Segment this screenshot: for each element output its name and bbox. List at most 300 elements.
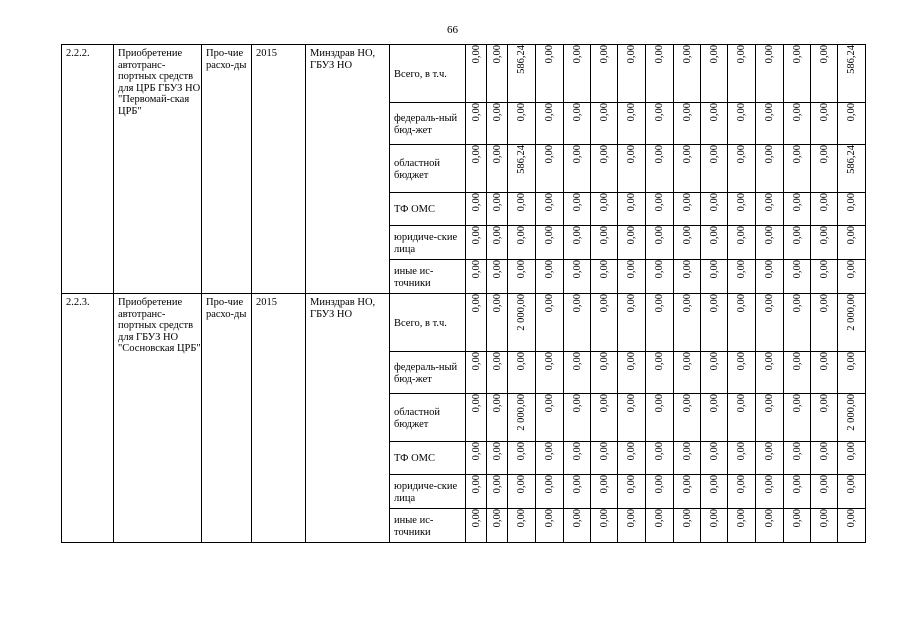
cell-value: 0,00 [736,475,747,494]
cell-value: 0,00 [708,509,720,528]
value-cell [784,260,811,294]
cell-value: 0,00 [598,442,610,461]
cell-value: 0,00 [654,103,665,122]
cell-value: 0,00 [516,442,527,461]
value-cell [701,145,728,193]
value-cell [838,442,866,475]
cell-value: 0,00 [491,103,503,122]
cell-value: 0,00 [544,260,555,279]
value-cell [646,145,674,193]
cell-value: 0,00 [598,45,610,64]
value-cell [838,509,866,543]
cell-value: 0,00 [626,352,637,371]
cell-value: 0,00 [708,442,720,461]
cell-value: 0,00 [708,294,720,313]
value-cell [508,226,536,260]
value-cell [466,193,487,226]
value-cell [618,475,646,509]
value-cell [728,260,756,294]
value-cell [466,475,487,509]
cell-value: 0,00 [516,509,527,528]
value-cell [838,103,866,145]
value-cell [756,145,784,193]
funding-source: областной бюджет [390,145,466,193]
value-cell [487,103,508,145]
value-cell [728,193,756,226]
section-name: Приобретение автотранс-портных средств для ГБУЗ НО "Сосновская ЦРБ" [114,294,202,543]
value-cell [728,103,756,145]
section-year: 2015 [252,294,306,543]
cell-value: 0,00 [470,260,482,279]
value-cell [838,294,866,352]
cell-value: 0,00 [598,226,610,245]
cell-value: 0,00 [626,193,637,212]
cell-value: 0,00 [598,103,610,122]
value-cell [536,45,564,103]
value-cell [508,475,536,509]
funding-source: областной бюджет [390,394,466,442]
cell-value: 0,00 [516,352,527,371]
value-cell [756,45,784,103]
value-cell [536,294,564,352]
cell-value: 0,00 [818,294,830,313]
value-cell [591,352,618,394]
value-cell [618,193,646,226]
value-cell [536,226,564,260]
value-cell [618,226,646,260]
value-cell [466,294,487,352]
value-cell [466,394,487,442]
value-cell [811,103,838,145]
cell-value: 0,00 [491,260,503,279]
value-cell [487,226,508,260]
funding-source: федераль-ный бюд-жет [390,103,466,145]
value-cell [756,294,784,352]
cell-value: 0,00 [491,45,503,64]
value-cell [536,193,564,226]
cell-value: 0,00 [791,352,803,371]
cell-value: 0,00 [846,103,857,122]
cell-value: 0,00 [654,145,665,164]
cell-value: 0,00 [571,509,583,528]
value-cell [508,145,536,193]
value-cell [674,103,701,145]
value-cell [466,509,487,543]
value-cell [784,442,811,475]
cell-value: 0,00 [544,442,555,461]
value-cell [536,394,564,442]
cell-value: 0,00 [571,103,583,122]
cell-value: 2 000,00 [516,294,527,331]
cell-value: 2 000,00 [516,394,527,431]
cell-value: 0,00 [626,45,637,64]
cell-value: 0,00 [764,260,775,279]
value-cell [591,226,618,260]
value-cell [618,294,646,352]
value-cell [508,193,536,226]
value-cell [564,475,591,509]
value-cell [508,352,536,394]
cell-value: 0,00 [598,145,610,164]
value-cell [591,260,618,294]
value-cell [728,45,756,103]
value-cell [466,442,487,475]
cell-value: 0,00 [681,475,693,494]
cell-value: 0,00 [516,475,527,494]
value-cell [618,509,646,543]
value-cell [536,103,564,145]
cell-value: 0,00 [654,394,665,413]
value-cell [536,442,564,475]
value-cell [646,45,674,103]
cell-value: 0,00 [846,352,857,371]
cell-value: 0,00 [516,260,527,279]
value-cell [728,509,756,543]
cell-value: 0,00 [544,509,555,528]
cell-value: 0,00 [764,475,775,494]
value-cell [564,260,591,294]
cell-value: 0,00 [598,352,610,371]
cell-value: 0,00 [470,193,482,212]
value-cell [838,394,866,442]
cell-value: 0,00 [544,103,555,122]
cell-value: 586,24 [516,45,527,74]
value-cell [591,442,618,475]
cell-value: 0,00 [681,103,693,122]
cell-value: 0,00 [791,193,803,212]
cell-value: 0,00 [544,294,555,313]
cell-value: 0,00 [571,394,583,413]
cell-value: 0,00 [571,226,583,245]
value-cell [756,103,784,145]
value-cell [674,442,701,475]
funding-source: Всего, в т.ч. [390,45,466,103]
cell-value: 0,00 [736,193,747,212]
cell-value: 0,00 [626,103,637,122]
value-cell [674,260,701,294]
table-row [62,45,866,103]
cell-value: 0,00 [491,394,503,413]
value-cell [811,352,838,394]
cell-value: 0,00 [764,226,775,245]
value-cell [701,394,728,442]
value-cell [564,103,591,145]
funding-source: ТФ ОМС [390,442,466,475]
cell-value: 0,00 [764,352,775,371]
funding-source: юридиче-ские лица [390,226,466,260]
value-cell [564,193,591,226]
cell-value: 0,00 [791,226,803,245]
cell-value: 0,00 [736,394,747,413]
expense-category: Про-чие расхо-ды [202,45,252,294]
value-cell [591,475,618,509]
value-cell [591,103,618,145]
cell-value: 586,24 [516,145,527,174]
cell-value: 0,00 [764,394,775,413]
cell-value: 0,00 [491,193,503,212]
section-code: 2.2.3. [62,294,114,543]
value-cell [487,394,508,442]
value-cell [701,442,728,475]
cell-value: 0,00 [598,394,610,413]
value-cell [591,45,618,103]
value-cell [756,260,784,294]
cell-value: 0,00 [764,294,775,313]
value-cell [487,45,508,103]
cell-value: 0,00 [791,442,803,461]
cell-value: 0,00 [681,352,693,371]
value-cell [674,509,701,543]
cell-value: 0,00 [470,103,482,122]
value-cell [487,509,508,543]
value-cell [618,394,646,442]
cell-value: 0,00 [516,193,527,212]
cell-value: 0,00 [626,442,637,461]
value-cell [674,145,701,193]
cell-value: 0,00 [654,260,665,279]
cell-value: 0,00 [544,352,555,371]
value-cell [466,103,487,145]
cell-value: 0,00 [791,294,803,313]
cell-value: 0,00 [571,45,583,64]
value-cell [728,145,756,193]
cell-value: 0,00 [764,193,775,212]
cell-value: 0,00 [818,145,830,164]
value-cell [466,45,487,103]
value-cell [618,260,646,294]
cell-value: 0,00 [654,442,665,461]
cell-value: 0,00 [818,193,830,212]
cell-value: 0,00 [544,394,555,413]
value-cell [756,475,784,509]
value-cell [701,45,728,103]
cell-value: 0,00 [846,475,857,494]
funding-source: Всего, в т.ч. [390,294,466,352]
cell-value: 0,00 [516,226,527,245]
funding-source: федераль-ный бюд-жет [390,352,466,394]
value-cell [728,294,756,352]
value-cell [728,394,756,442]
value-cell [728,475,756,509]
value-cell [618,442,646,475]
value-cell [756,509,784,543]
cell-value: 0,00 [764,103,775,122]
cell-value: 0,00 [791,394,803,413]
cell-value: 0,00 [470,509,482,528]
cell-value: 0,00 [626,394,637,413]
funding-source: иные ис-точники [390,260,466,294]
value-cell [466,145,487,193]
cell-value: 0,00 [491,294,503,313]
cell-value: 0,00 [491,145,503,164]
value-cell [811,226,838,260]
cell-value: 0,00 [791,260,803,279]
section-year: 2015 [252,45,306,294]
cell-value: 0,00 [681,260,693,279]
value-cell [701,509,728,543]
cell-value: 0,00 [708,45,720,64]
cell-value: 0,00 [571,145,583,164]
cell-value: 0,00 [708,226,720,245]
cell-value: 0,00 [598,294,610,313]
cell-value: 0,00 [654,352,665,371]
value-cell [591,509,618,543]
cell-value: 0,00 [544,45,555,64]
cell-value: 0,00 [470,45,482,64]
value-cell [508,260,536,294]
value-cell [728,226,756,260]
value-cell [838,145,866,193]
cell-value: 0,00 [470,294,482,313]
cell-value: 0,00 [818,352,830,371]
cell-value: 0,00 [681,193,693,212]
funding-source: ТФ ОМС [390,193,466,226]
value-cell [701,193,728,226]
cell-value: 0,00 [708,103,720,122]
value-cell [756,442,784,475]
value-cell [508,103,536,145]
cell-value: 0,00 [846,509,857,528]
value-cell [466,226,487,260]
value-cell [536,475,564,509]
value-cell [701,475,728,509]
cell-value: 0,00 [708,260,720,279]
value-cell [674,475,701,509]
cell-value: 0,00 [791,475,803,494]
cell-value: 0,00 [791,103,803,122]
cell-value: 0,00 [846,193,857,212]
cell-value: 0,00 [491,442,503,461]
section-name: Приобретение автотранс-портных средств для ЦРБ ГБУЗ НО "Первомай-ская ЦРБ" [114,45,202,294]
cell-value: 0,00 [708,475,720,494]
section-executor: Минздрав НО, ГБУЗ НО [306,294,390,543]
cell-value: 0,00 [736,260,747,279]
cell-value: 0,00 [846,260,857,279]
value-cell [811,193,838,226]
value-cell [508,45,536,103]
value-cell [466,260,487,294]
value-cell [564,509,591,543]
cell-value: 0,00 [516,103,527,122]
cell-value: 0,00 [470,226,482,245]
value-cell [674,45,701,103]
cell-value: 0,00 [818,226,830,245]
value-cell [646,509,674,543]
cell-value: 0,00 [571,260,583,279]
cell-value: 0,00 [681,294,693,313]
cell-value: 0,00 [571,442,583,461]
value-cell [784,294,811,352]
cell-value: 586,24 [846,145,857,174]
cell-value: 586,24 [846,45,857,74]
cell-value: 0,00 [544,226,555,245]
cell-value: 0,00 [470,442,482,461]
value-cell [536,145,564,193]
value-cell [784,103,811,145]
value-cell [564,226,591,260]
cell-value: 0,00 [491,352,503,371]
value-cell [536,509,564,543]
value-cell [811,394,838,442]
value-cell [646,394,674,442]
cell-value: 0,00 [626,509,637,528]
value-cell [756,193,784,226]
cell-value: 0,00 [491,509,503,528]
cell-value: 0,00 [491,226,503,245]
cell-value: 0,00 [654,509,665,528]
value-cell [591,394,618,442]
cell-value: 0,00 [654,45,665,64]
cell-value: 0,00 [598,260,610,279]
value-cell [784,45,811,103]
value-cell [564,394,591,442]
value-cell [838,193,866,226]
value-cell [811,294,838,352]
value-cell [784,475,811,509]
cell-value: 0,00 [764,145,775,164]
value-cell [487,193,508,226]
cell-value: 0,00 [654,193,665,212]
cell-value: 0,00 [626,226,637,245]
cell-value: 0,00 [708,145,720,164]
value-cell [674,193,701,226]
page-number: 66 [447,24,458,36]
value-cell [701,294,728,352]
cell-value: 0,00 [654,475,665,494]
value-cell [811,45,838,103]
value-cell [784,226,811,260]
cell-value: 0,00 [708,394,720,413]
value-cell [536,260,564,294]
section-code: 2.2.2. [62,45,114,294]
cell-value: 0,00 [846,442,857,461]
value-cell [591,294,618,352]
cell-value: 0,00 [818,442,830,461]
cell-value: 0,00 [626,260,637,279]
cell-value: 0,00 [681,226,693,245]
value-cell [756,394,784,442]
value-cell [618,352,646,394]
value-cell [508,442,536,475]
cell-value: 0,00 [736,145,747,164]
value-cell [784,145,811,193]
cell-value: 0,00 [470,394,482,413]
value-cell [756,352,784,394]
cell-value: 0,00 [681,145,693,164]
value-cell [591,193,618,226]
value-cell [646,193,674,226]
value-cell [618,45,646,103]
cell-value: 0,00 [736,294,747,313]
cell-value: 0,00 [626,145,637,164]
value-cell [728,352,756,394]
cell-value: 0,00 [818,260,830,279]
value-cell [646,103,674,145]
value-cell [701,103,728,145]
value-cell [811,475,838,509]
cell-value: 0,00 [626,475,637,494]
cell-value: 0,00 [571,475,583,494]
cell-value: 0,00 [818,45,830,64]
cell-value: 0,00 [626,294,637,313]
cell-value: 0,00 [736,509,747,528]
value-cell [487,352,508,394]
cell-value: 0,00 [791,45,803,64]
value-cell [618,103,646,145]
value-cell [838,475,866,509]
value-cell [536,352,564,394]
cell-value: 0,00 [818,103,830,122]
